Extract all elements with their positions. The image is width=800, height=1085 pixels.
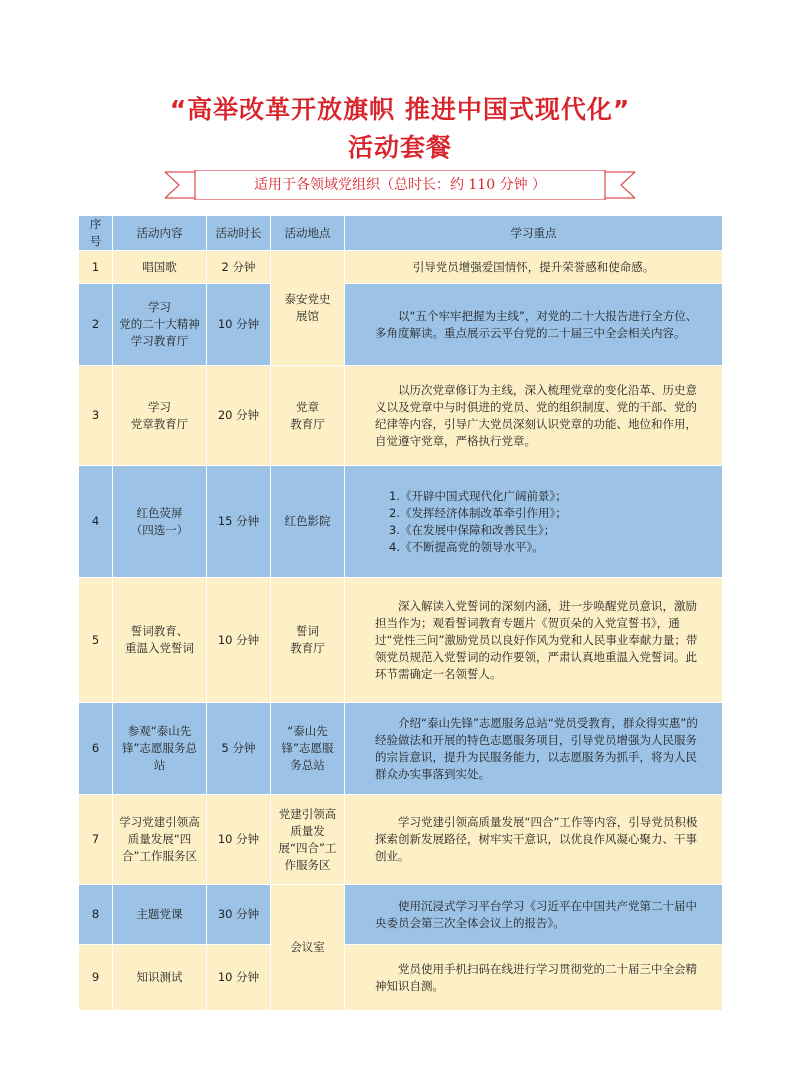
table-row: [79, 366, 723, 466]
row-focus: 以历次党章修订为主线，深入梳理党章的变化沿革、历史意义以及党章中与时俱进的党员、党的组织制度、党的干部、党的纪律等内容，引导广大党员深刻认识党章的功能、地位和作用，自觉遵守党章，严格执行党章。: [345, 366, 723, 466]
film-option-item: 2.《发挥经济体制改革牵引作用》；: [389, 505, 567, 520]
col-header-no: 序号: [79, 216, 113, 251]
row-location: 党章 教育厅: [271, 366, 345, 466]
row-focus: 党员使用手机扫码在线进行学习贯彻党的二十届三中全会精神知识自测。: [345, 945, 723, 1011]
table-row: [79, 578, 723, 703]
row-focus: 深入解读入党誓词的深刻内涵，进一步唤醒党员意识，激励担当作为；观看誓词教育专题片《贺页朵的入党宣誓书》，通过“党性三问”激励党员以良好作风为党和人民事业奉献力量；带领党员规范入党誓词的动作要领，严肃认真地重温入党誓词。此环节需确定一名领誓人。: [345, 578, 723, 703]
table-row: [79, 251, 723, 284]
row-duration: 20 分钟: [207, 366, 271, 466]
table-row: [79, 795, 723, 885]
table-row: [79, 945, 723, 1011]
row-content: 主题党课: [113, 885, 207, 945]
row-focus: 学习党建引领高质量发展“四合”工作等内容，引导党员积极探索创新发展路径，树牢实干意识，以优良作风凝心聚力、干事创业。: [345, 795, 723, 885]
table-row: [79, 284, 723, 366]
row-focus-list: [345, 466, 723, 578]
table-header-row: [79, 216, 723, 251]
row-no: 7: [79, 795, 113, 885]
row-content: 参观“泰山先锋”志愿服务总站: [113, 703, 207, 795]
row-duration: 5 分钟: [207, 703, 271, 795]
film-option-item: 1.《开辟中国式现代化广阔前景》；: [389, 488, 567, 503]
row-no: 2: [79, 284, 113, 366]
row-duration: 10 分钟: [207, 795, 271, 885]
col-header-location: 活动地点: [271, 216, 345, 251]
col-header-focus: 学习重点: [345, 216, 723, 251]
film-option-item: 4.《不断提高党的领导水平》。: [389, 539, 544, 554]
table-row: [79, 885, 723, 945]
row-duration: 10 分钟: [207, 945, 271, 1011]
row-focus: 介绍“泰山先锋”志愿服务总站“党员受教育，群众得实惠”的经验做法和开展的特色志愿服务项目，引导党员增强为人民服务的宗旨意识，提升为民服务能力，以志愿服务为抓手，将为人民群众办实事落到实处。: [345, 703, 723, 795]
page-title-line2: 活动套餐: [347, 133, 452, 162]
row-focus: 使用沉浸式学习平台学习《习近平在中国共产党第二十届中央委员会第三次全体会议上的报告》。: [345, 885, 723, 945]
row-location: 红色影院: [271, 466, 345, 578]
subtitle-ribbon: [165, 170, 635, 200]
table-row: [79, 703, 723, 795]
row-content: 学习 党章教育厅: [113, 366, 207, 466]
row-no: 5: [79, 578, 113, 703]
row-no: 4: [79, 466, 113, 578]
row-content: 誓词教育、 重温入党誓词: [113, 578, 207, 703]
page-title-line1: “高举改革开放旗帜 推进中国式现代化”: [169, 95, 631, 124]
row-location: 誓词 教育厅: [271, 578, 345, 703]
row-focus: 引导党员增强爱国情怀，提升荣誉感和使命感。: [345, 251, 723, 284]
row-no: 1: [79, 251, 113, 284]
row-content: 红色荧屏 （四选一）: [113, 466, 207, 578]
film-option-item: 3.《在发展中保障和改善民生》；: [389, 522, 556, 537]
row-content: 唱国歌: [113, 251, 207, 284]
row-no: 6: [79, 703, 113, 795]
row-location: 党建引领高质量发展“四合”工作服务区: [271, 795, 345, 885]
row-content: 学习党建引领高质量发展“四合”工作服务区: [113, 795, 207, 885]
row-no: 3: [79, 366, 113, 466]
col-header-content: 活动内容: [113, 216, 207, 251]
row-location: 泰安党史 展馆: [271, 251, 345, 366]
row-location: “泰山先锋”志愿服务总站: [271, 703, 345, 795]
col-header-duration: 活动时长: [207, 216, 271, 251]
row-location: 会议室: [271, 885, 345, 1011]
row-duration: 15 分钟: [207, 466, 271, 578]
row-no: 8: [79, 885, 113, 945]
row-no: 9: [79, 945, 113, 1011]
row-duration: 30 分钟: [207, 885, 271, 945]
row-duration: 2 分钟: [207, 251, 271, 284]
row-content: 学习 党的二十大精神学习教育厅: [113, 284, 207, 366]
activity-table: [78, 215, 723, 1011]
row-content: 知识测试: [113, 945, 207, 1011]
subtitle-text: 适用于各领域党组织（总时长：约 110 分钟 ）: [253, 177, 547, 193]
row-duration: 10 分钟: [207, 578, 271, 703]
table-row: [79, 466, 723, 578]
row-duration: 10 分钟: [207, 284, 271, 366]
row-focus: 以“五个牢牢把握为主线”，对党的二十大报告进行全方位、多角度解读。重点展示云平台党的二十届三中全会相关内容。: [345, 284, 723, 366]
